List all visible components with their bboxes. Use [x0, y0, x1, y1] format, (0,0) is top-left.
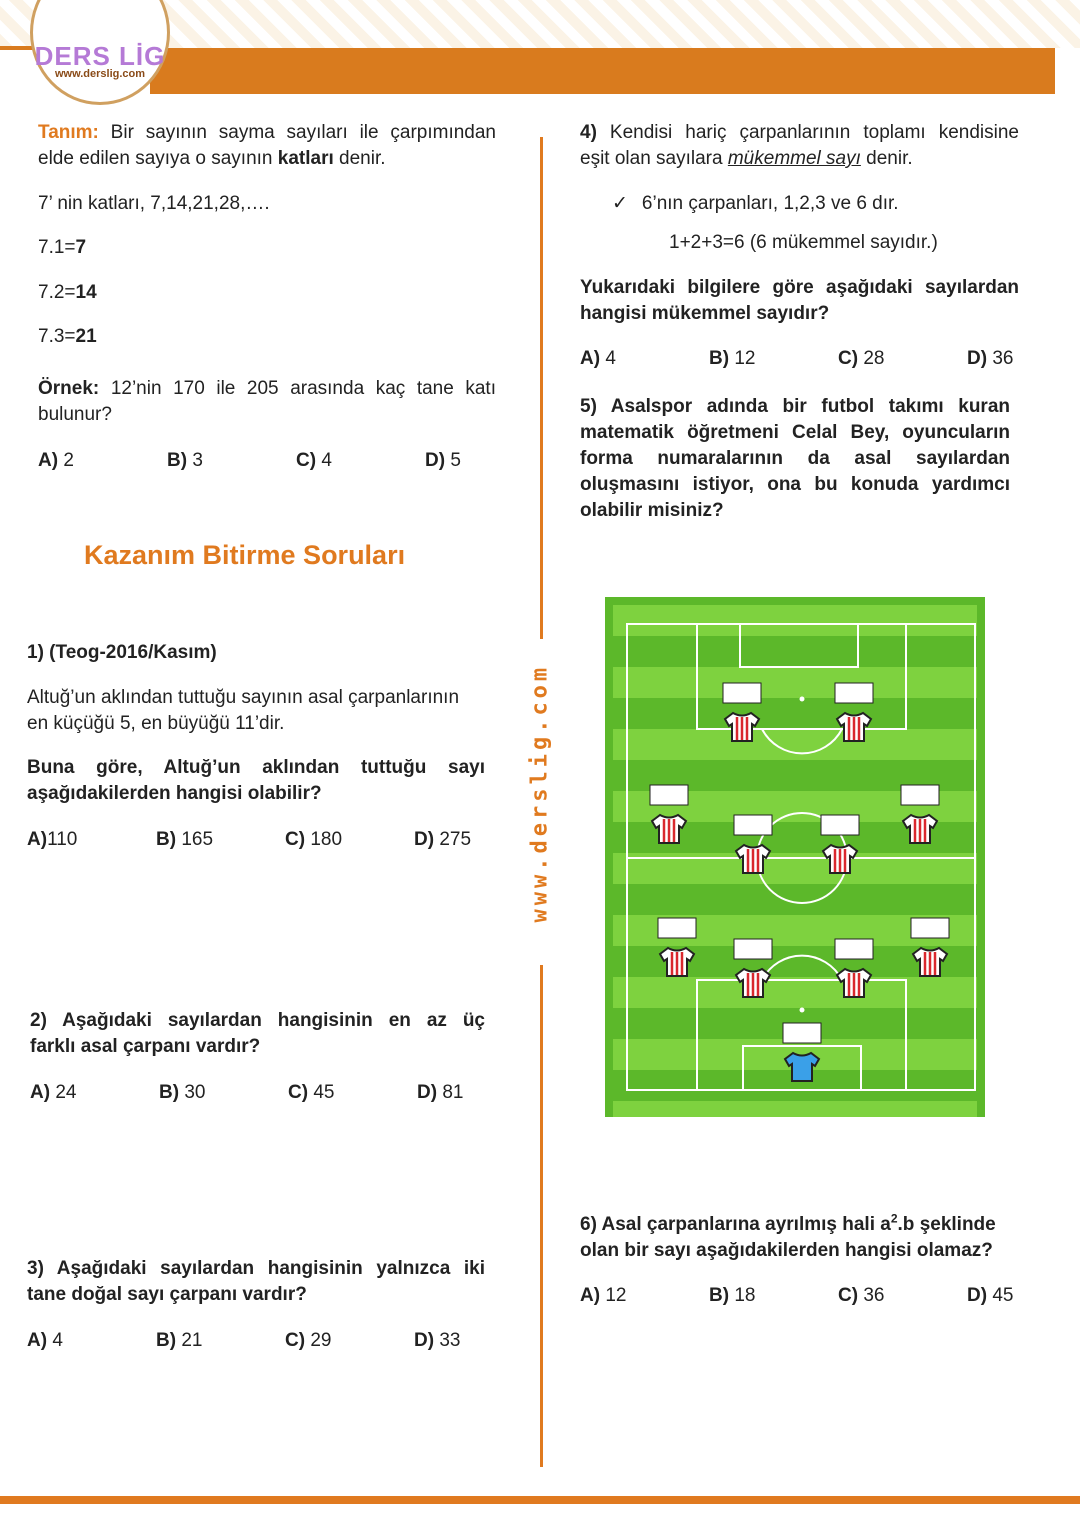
text-line: Buna göre, Altuğ’un aklından tuttuğu sayı [27, 757, 485, 778]
field-stripe [613, 667, 977, 698]
q4-definition [580, 120, 1019, 172]
text-line: en küçüğü 5, en büyüğü 11’dir. [27, 713, 285, 734]
text-line: 5) Asalspor adında bir futbol takımı kuran [580, 396, 1010, 417]
definition-label: Tanım: [38, 122, 99, 143]
option-b[interactable] [159, 1080, 288, 1106]
option-c[interactable] [838, 1283, 967, 1309]
option-value: 45 [987, 1285, 1014, 1306]
multiple-line [38, 235, 86, 261]
example-text: 12’nin 170 ile 205 arasında kaç tane katı [99, 378, 496, 399]
number-box[interactable] [911, 918, 949, 938]
multiple-line [38, 324, 97, 350]
option-key: C) [838, 1285, 859, 1306]
text: .b şeklinde [897, 1214, 996, 1235]
option-value: 29 [305, 1330, 332, 1351]
field-stripe [613, 1101, 977, 1117]
q3-options [27, 1328, 543, 1354]
number-box[interactable] [835, 939, 873, 959]
option-value: 180 [305, 829, 343, 850]
text-line: forma numaralarının da asal sayılardan [580, 448, 1010, 469]
option-b[interactable] [156, 827, 285, 853]
q1-options [27, 827, 543, 853]
expr: 7.2= [38, 282, 76, 303]
option-d[interactable] [417, 1080, 546, 1106]
q4-sum: 1+2+3=6 (6 mükemmel sayıdır.) [669, 232, 938, 253]
option-key: C) [285, 829, 306, 850]
expr: 7.1= [38, 237, 76, 258]
option-c[interactable] [838, 346, 967, 372]
text: 6’nın çarpanları, 1,2,3 ve 6 dır. [641, 193, 899, 214]
header-bar [150, 48, 1055, 94]
text-line: farklı asal çarpanı vardır? [30, 1036, 261, 1057]
option-key: A) [27, 829, 48, 850]
text-line: olabilir misiniz? [580, 500, 724, 521]
text-line: aşağıdakilerden hangisi olabilir? [27, 783, 322, 804]
expr: 7.3= [38, 326, 76, 347]
text-line: hangisi mükemmel sayıdır? [580, 303, 830, 324]
q4-options [580, 346, 1080, 372]
option-key: A) [580, 1285, 601, 1306]
option-a[interactable] [27, 1328, 156, 1354]
example-question [38, 376, 496, 428]
option-key: C) [285, 1330, 306, 1351]
number-box[interactable] [734, 815, 772, 835]
field-stripe [613, 605, 977, 636]
option-key: D) [414, 829, 435, 850]
field-stripe [613, 729, 977, 760]
option-d[interactable] [414, 1328, 543, 1354]
option-value: 45 [308, 1082, 335, 1103]
option-key: C) [288, 1082, 309, 1103]
option-a[interactable] [38, 448, 167, 474]
option-key: D) [414, 1330, 435, 1351]
logo-text: DERS LİG [34, 41, 166, 71]
example-label: Örnek: [38, 378, 100, 399]
text-line: oluşmasını istiyor, ona bu konuda yardımcı [580, 474, 1010, 495]
q1-question [27, 755, 485, 807]
option-value: 28 [858, 348, 885, 369]
option-key: B) [709, 1285, 730, 1306]
definition-text: elde edilen sayıya o sayının [38, 148, 278, 169]
football-field [605, 597, 985, 1117]
exponent: 2 [890, 1211, 898, 1226]
option-d[interactable] [967, 346, 1080, 372]
q6-options [580, 1283, 1080, 1309]
example-options [38, 448, 554, 474]
result: 21 [75, 326, 97, 347]
option-key: D) [967, 348, 988, 369]
check-icon: ✓ [612, 193, 628, 214]
column-divider [540, 965, 543, 1467]
text-line: olan bir sayı aşağıdakilerden hangisi olamaz? [580, 1240, 993, 1261]
text: denir. [860, 148, 913, 169]
number-box[interactable] [723, 683, 761, 703]
option-key: A) [30, 1082, 51, 1103]
text-line: 3) Aşağıdaki sayılardan hangisinin yalnızca iki [27, 1258, 485, 1279]
q1-text [27, 685, 487, 737]
option-value: 21 [176, 1330, 203, 1351]
multiple-line [38, 280, 97, 306]
option-value: 275 [434, 829, 472, 850]
option-value: 165 [176, 829, 214, 850]
q4-check-item [612, 191, 899, 217]
column-divider [540, 137, 543, 639]
derslig-logo [30, 0, 170, 105]
text-line: Yukarıdaki bilgilere göre aşağıdaki sayılardan [580, 277, 1019, 298]
text-line: matematik öğretmeni Celal Bey, oyuncuların [580, 422, 1010, 443]
text-line: Altuğ’un aklından tuttuğu sayının asal çarpanlarının [27, 687, 460, 708]
option-value: 5 [445, 450, 461, 471]
option-value: 24 [50, 1082, 77, 1103]
option-d[interactable] [414, 827, 543, 853]
text: eşit olan sayılara [580, 148, 728, 169]
option-value: 3 [187, 450, 203, 471]
q6-question [580, 1212, 1020, 1264]
footer-bar [0, 1496, 1080, 1504]
option-key: A) [580, 348, 601, 369]
option-value: 2 [58, 450, 74, 471]
option-a[interactable] [27, 827, 156, 853]
option-value: 4 [47, 1330, 63, 1351]
text-line: tane doğal sayı çarpanı vardır? [27, 1284, 307, 1305]
option-c[interactable] [285, 827, 414, 853]
keyword: mükemmel sayı [727, 148, 861, 169]
number-box[interactable] [734, 939, 772, 959]
option-key: B) [709, 348, 730, 369]
q1-title: 1) (Teog-2016/Kasım) [27, 642, 217, 663]
option-key: A) [38, 450, 59, 471]
multiples-example: 7’ nin katları, 7,14,21,28,…. [38, 193, 270, 214]
number-box[interactable] [650, 785, 688, 805]
option-c[interactable] [285, 1328, 414, 1354]
option-key: B) [156, 829, 177, 850]
result: 14 [75, 282, 97, 303]
q5-question [580, 394, 1010, 524]
definition-text: denir. [333, 148, 386, 169]
option-b[interactable] [156, 1328, 285, 1354]
q3-question [27, 1256, 485, 1308]
option-value: 36 [987, 348, 1014, 369]
number-box[interactable] [658, 918, 696, 938]
definition-text: Bir sayının sayma sayıları ile çarpımından [98, 122, 496, 143]
option-value: 110 [47, 829, 78, 850]
option-key: D) [425, 450, 446, 471]
option-value: 18 [729, 1285, 756, 1306]
option-key: D) [417, 1082, 438, 1103]
option-value: 12 [729, 348, 756, 369]
option-key: A) [27, 1330, 48, 1351]
definition [38, 120, 496, 172]
option-key: B) [167, 450, 188, 471]
option-a[interactable] [580, 346, 709, 372]
result: 7 [75, 237, 87, 258]
vertical-url: www.derslig.com [527, 663, 553, 923]
option-value: 4 [316, 450, 332, 471]
option-value: 12 [600, 1285, 627, 1306]
option-d[interactable] [425, 448, 554, 474]
option-value: 81 [437, 1082, 464, 1103]
text-line: 2) Aşağıdaki sayılardan hangisinin en az üç [30, 1010, 485, 1031]
option-a[interactable] [30, 1080, 159, 1106]
example-text: bulunur? [38, 404, 112, 425]
section-title: Kazanım Bitirme Soruları [84, 540, 406, 570]
option-value: 36 [858, 1285, 885, 1306]
number-box[interactable] [901, 785, 939, 805]
option-key: B) [156, 1330, 177, 1351]
option-value: 33 [434, 1330, 461, 1351]
option-key: D) [967, 1285, 988, 1306]
option-d[interactable] [967, 1283, 1080, 1309]
option-key: C) [296, 450, 317, 471]
option-key: B) [159, 1082, 180, 1103]
option-b[interactable] [709, 1283, 838, 1309]
q2-options [30, 1080, 546, 1106]
number-box[interactable] [835, 683, 873, 703]
text: Kendisi hariç çarpanlarının toplamı kendisine [596, 122, 1019, 143]
text: 6) Asal çarpanlarına ayrılmış hali a [580, 1214, 891, 1235]
option-value: 4 [600, 348, 616, 369]
q4-number: 4) [580, 122, 597, 143]
field-stripe [613, 977, 977, 1008]
number-box[interactable] [783, 1023, 821, 1043]
logo-url: www.derslig.com [54, 68, 146, 80]
option-b[interactable] [167, 448, 296, 474]
option-c[interactable] [288, 1080, 417, 1106]
option-key: C) [838, 348, 859, 369]
option-value: 30 [179, 1082, 206, 1103]
q4-question [580, 275, 1019, 327]
option-b[interactable] [709, 346, 838, 372]
option-a[interactable] [580, 1283, 709, 1309]
q2-question [30, 1008, 485, 1060]
definition-keyword: katları [277, 148, 334, 169]
number-box[interactable] [821, 815, 859, 835]
option-c[interactable] [296, 448, 425, 474]
